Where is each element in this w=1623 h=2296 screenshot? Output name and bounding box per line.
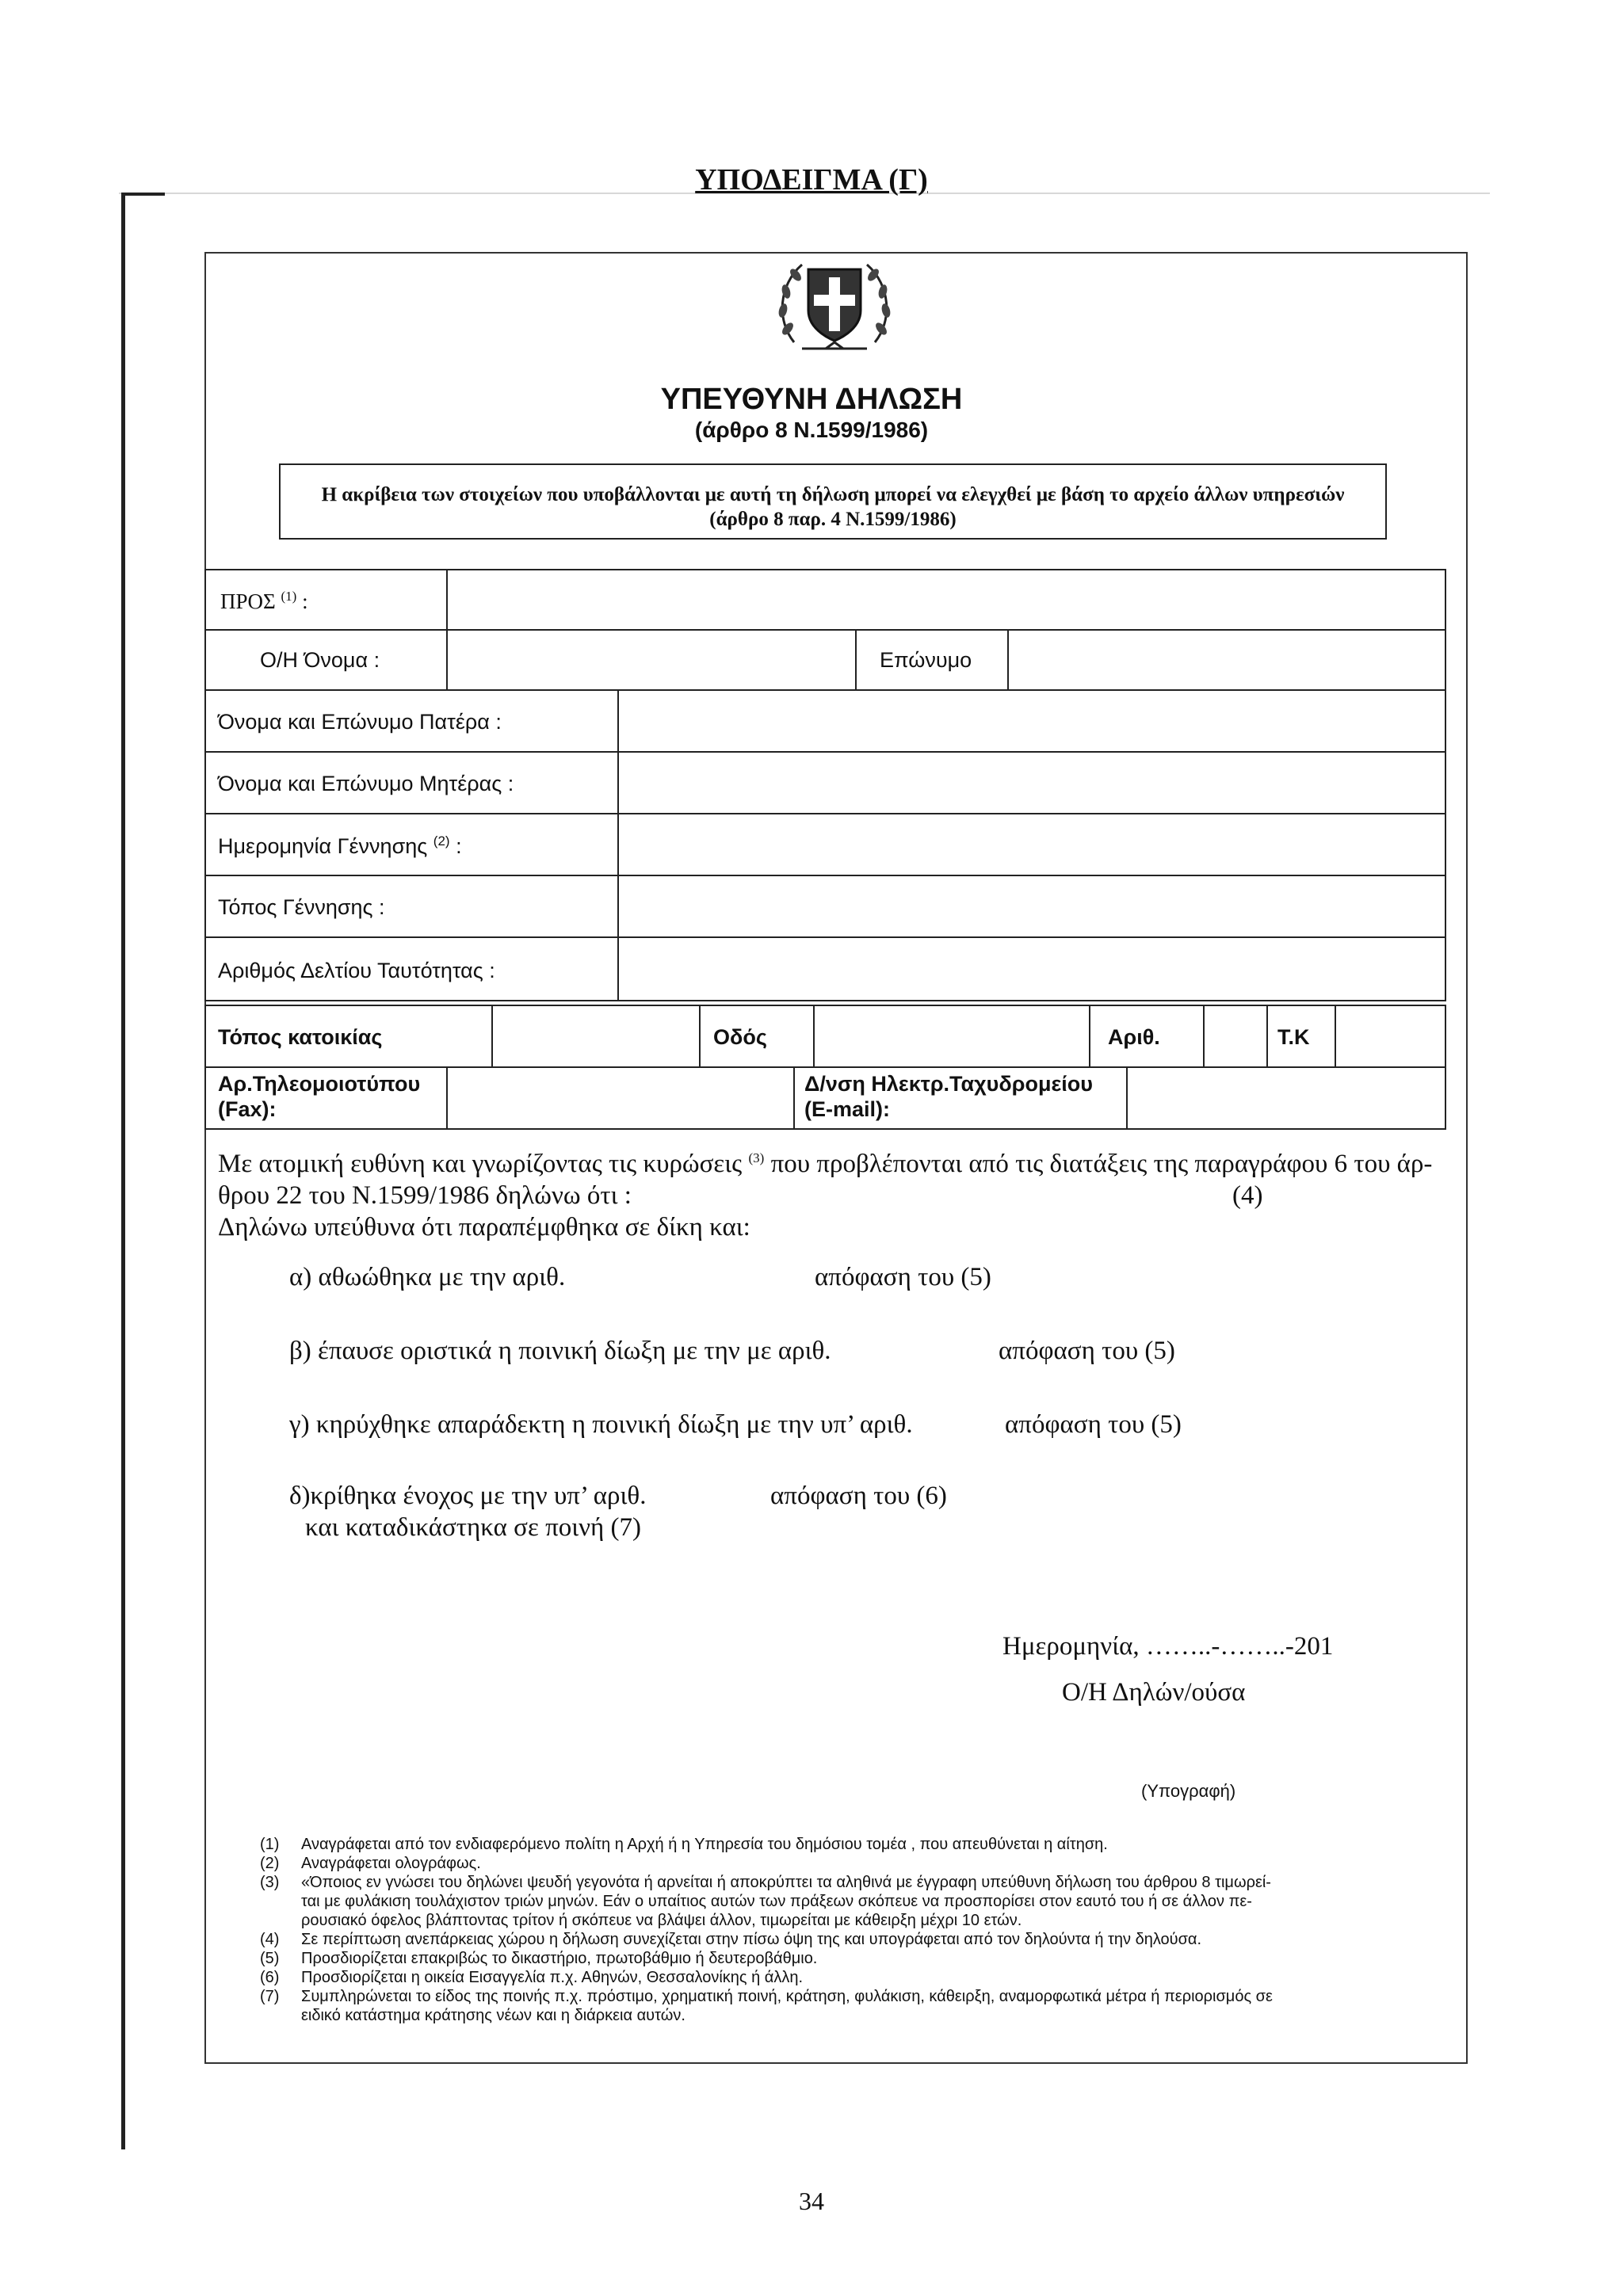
- footnote-text-line: Προσδιορίζεται επακριβώς το δικαστήριο, πρωτοβάθμιο ή δευτεροβάθμιο.: [301, 1950, 818, 1967]
- accuracy-notice-box: [279, 463, 1387, 540]
- postal-code-field[interactable]: [1335, 1005, 1446, 1068]
- footnote-text-line: Σε περίπτωση ανεπάρκειας χώρου η δήλωση συνεχίζεται στην πίσω όψη της και υπογράφεται από τον δηλούντα ή την δηλούσα.: [301, 1931, 1202, 1948]
- birthdate-field[interactable]: [617, 813, 1446, 876]
- birthplace-field[interactable]: [617, 875, 1446, 938]
- mother-name-field[interactable]: [617, 751, 1446, 814]
- footnote-item: [260, 1949, 1449, 1968]
- option-c-ref: απόφαση του (5): [1005, 1410, 1182, 1439]
- scan-edge-left: [121, 193, 125, 2149]
- fax-label: Αρ.Τηλεομοιοτύπου (Fax):: [218, 1072, 421, 1121]
- mother-label: Όνομα και Επώνυμο Μητέρας :: [218, 772, 514, 795]
- birthplace-label: Τόπος Γέννησης :: [218, 895, 385, 919]
- option-a-ref: απόφαση του (5): [815, 1263, 991, 1291]
- footnote-text-line: Συμπληρώνεται το είδος της ποινής π.χ. πρόστιμο, χρηματική ποινή, κράτηση, φυλάκιση, κάθειρξη, αναμορφωτικά μέτρα ή περιορισμός σε: [301, 1988, 1273, 2005]
- statement-paragraph: [218, 1142, 1454, 1243]
- footnote-number: (2): [260, 1855, 280, 1872]
- surname-field[interactable]: [1007, 629, 1446, 691]
- footnote-item: [260, 1854, 1449, 1873]
- coat-of-arms-emblem: [770, 254, 899, 357]
- id-number-field[interactable]: [617, 936, 1446, 1001]
- email-label: Δ/νση Ηλεκτρ.Ταχυδρομείου (E-mail):: [804, 1072, 1093, 1121]
- statement-line-3: Δηλώνω υπεύθυνα ότι παραπέμφθηκα σε δίκη και:: [218, 1213, 750, 1241]
- footnote-text-line: ρουσιακό όφελος βλάπτοντας τρίτον ή σκόπευε να βλάψει άλλον, τιμωρείται με κάθειρξη μέχρι 10 ετών.: [301, 1912, 1022, 1929]
- street-field[interactable]: [813, 1005, 1090, 1068]
- footnote-number: (4): [260, 1931, 280, 1948]
- footnote-text-line: ται με φυλάκιση τουλάχιστον τριών μηνών. Εάν ο υπαίτιος αυτών των πράξεων σκόπευε να προσπορίσει στον εαυτό του ή σε άλλον πε-: [301, 1893, 1252, 1910]
- statement-line-2: θρου 22 του Ν.1599/1986 δηλώνω ότι : (4): [218, 1181, 1263, 1210]
- father-label: Όνομα και Επώνυμο Πατέρα :: [218, 710, 502, 734]
- footnote-number: (1): [260, 1836, 280, 1853]
- footnote-item: [260, 1930, 1449, 1949]
- footnote-item: [260, 1835, 1449, 1854]
- name-field[interactable]: [446, 629, 857, 691]
- option-c-text: γ) κηρύχθηκε απαράδεκτη η ποινική δίωξη με την υπ’ αριθ.: [289, 1410, 913, 1439]
- street-label: Οδός: [713, 1025, 767, 1049]
- declaration-title: ΥΠΕΥΘΥΝΗ ΔΗΛΩΣΗ: [660, 383, 963, 416]
- option-d-text-2: και καταδικάστηκα σε ποινή (7): [305, 1513, 642, 1542]
- page-number: 34: [799, 2187, 824, 2215]
- accuracy-notice-line2: (άρθρο 8 παρ. 4 Ν.1599/1986): [709, 509, 957, 530]
- footnote-number: (3): [260, 1874, 280, 1891]
- id-label: Αριθμός Δελτίου Ταυτότητας :: [218, 959, 495, 982]
- statement-line-1: Με ατομική ευθύνη και γνωρίζοντας τις κυρώσεις $^{(3)}$ που προβλέπονται από τις διατάξεις της παραγράφου 6 του άρ-: [218, 1150, 1433, 1178]
- footnote-item: [260, 1873, 1449, 1930]
- footnote-number: (7): [260, 1988, 280, 2005]
- footnote-text-line: «Όποιος εν γνώσει του δηλώνει ψευδή γεγονότα ή αρνείται ή αποκρύπτει τα αληθινά με έγγραφη υπεύθυνη δήλωση του άρθρου 8 τιμωρεί-: [301, 1874, 1271, 1891]
- footnotes-list: [260, 1835, 1449, 2025]
- accuracy-notice-line1: Η ακρίβεια των στοιχείων που υποβάλλονται με αυτή τη δήλωση μπορεί να ελεγχθεί με βάση το αρχείο άλλων υπηρεσιών: [321, 484, 1345, 505]
- father-name-field[interactable]: [617, 689, 1446, 753]
- footnote-text-line: Προσδιορίζεται η οικεία Εισαγγελία π.χ. Αθηνών, Θεσσαλονίκης ή άλλη.: [301, 1969, 804, 1986]
- residence-label: Τόπος κατοικίας: [218, 1025, 383, 1049]
- option-a-text: α) αθωώθηκα με την αριθ.: [289, 1263, 566, 1291]
- footnote-text-line: ειδικό κατάστημα κράτησης νέων και η διάρκεια αυτών.: [301, 2007, 685, 2024]
- pros-label: ΠΡΟΣ $^{(1)}$ :: [220, 589, 308, 613]
- option-b-ref: απόφαση του (5): [999, 1337, 1175, 1365]
- footnote-number: (6): [260, 1969, 280, 1986]
- email-field[interactable]: [1126, 1066, 1446, 1130]
- date-line: Ημερομηνία, ……..-……..-201: [1002, 1632, 1334, 1661]
- option-d-ref: απόφαση του (6): [770, 1482, 947, 1510]
- footnote-text-line: Αναγράφεται ολογράφως.: [301, 1855, 481, 1872]
- fax-field[interactable]: [446, 1066, 795, 1130]
- number-label: Αριθ.: [1108, 1025, 1160, 1049]
- birthdate-label: Ημερομηνία Γέννησης $^{(2)}$ :: [218, 833, 462, 858]
- option-b-text: β) έπαυσε οριστικά η ποινική δίωξη με την με αριθ.: [289, 1337, 831, 1365]
- residence-field[interactable]: [491, 1005, 701, 1068]
- option-d-text: δ)κρίθηκα ένοχος με την υπ’ αριθ.: [289, 1482, 647, 1510]
- name-label: Ο/Η Όνομα :: [260, 648, 380, 672]
- footnote-item: [260, 1968, 1449, 1987]
- pros-field[interactable]: [446, 569, 1446, 631]
- surname-label: Επώνυμο: [880, 648, 972, 672]
- declarant-label: Ο/Η Δηλών/ούσα: [1062, 1678, 1246, 1707]
- number-field[interactable]: [1203, 1005, 1268, 1068]
- postal-label: Τ.Κ: [1277, 1025, 1310, 1049]
- footnote-item: [260, 1987, 1449, 2025]
- declaration-subtitle: (άρθρο 8 Ν.1599/1986): [694, 418, 929, 442]
- footnote-text-line: Αναγράφεται από τον ενδιαφερόμενο πολίτη η Αρχή ή η Υπηρεσία του δημόσιου τομέα , που απευθύνεται η αίτηση.: [301, 1836, 1108, 1853]
- footnote-number: (5): [260, 1950, 280, 1967]
- signature-label: (Υπογραφή): [1141, 1781, 1236, 1801]
- template-title: ΥΠΟΔΕΙΓΜΑ (Γ): [695, 163, 928, 196]
